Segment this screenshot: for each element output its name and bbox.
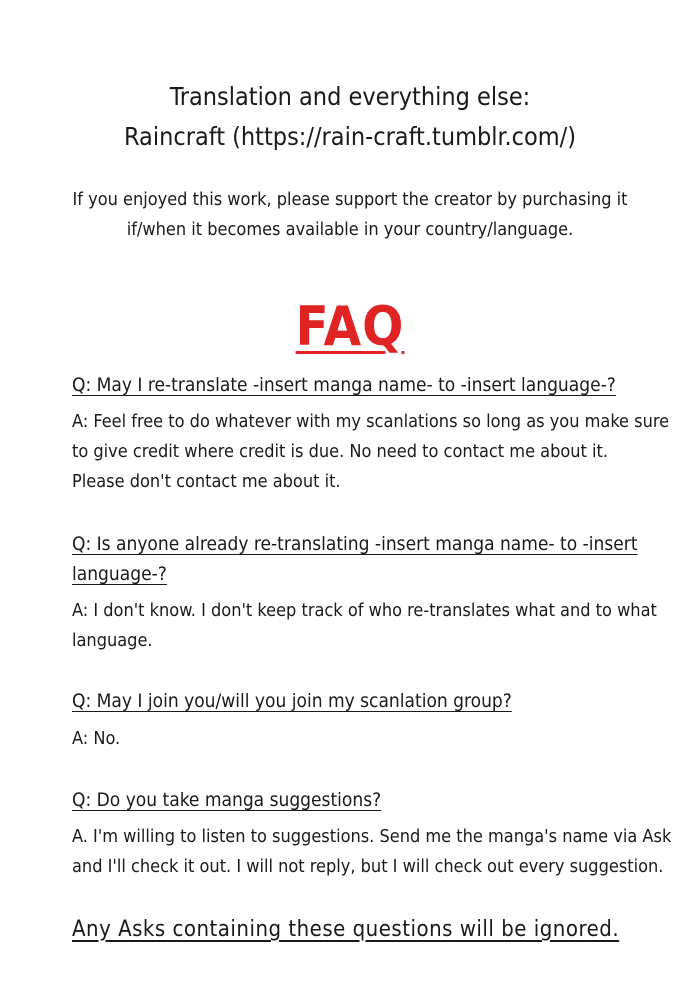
faq-answer-1-line-1: A: Feel free to do whatever with my scanlations so long as you make sure [72, 411, 670, 432]
faq-closing-note: Any Asks containing these questions will be ignored. [72, 917, 620, 942]
faq-answer-2-line-2: language. [72, 630, 153, 651]
faq-answer-1-line-3: Please don't contact me about it. [72, 471, 341, 492]
credits-title: Translation and everything else: [169, 82, 531, 111]
faq-question-1: Q: May I re-translate -insert manga name- to -insert language-? [72, 374, 616, 396]
credits-translator: Raincraft (https://rain-craft.tumblr.com/) [123, 122, 577, 151]
faq-question-3: Q: May I join you/will you join my scanlation group? [72, 690, 512, 712]
faq-question-4: Q: Do you take manga suggestions? [72, 789, 382, 811]
support-line-2: if/when it becomes available in your country/language. [126, 219, 574, 240]
faq-question-2-line-1: Q: Is anyone already re-translating -insert manga name- to -insert [72, 533, 638, 555]
faq-answer-4-line-1: A. I'm willing to listen to suggestions. Send me the manga's name via Ask [72, 826, 672, 847]
faq-answer-2-line-1: A: I don't know. I don't keep track of who re-translates what and to what [72, 600, 657, 621]
faq-heading: FAQ [295, 295, 405, 358]
faq-answer-4-line-2: and I'll check it out. I will not reply, but I will check out every suggestion. [72, 856, 664, 877]
support-line-1: If you enjoyed this work, please support the creator by purchasing it [72, 189, 628, 210]
faq-answer-3: A: No. [72, 728, 121, 749]
faq-question-2-line-2: language-? [72, 563, 167, 585]
faq-answer-1-line-2: to give credit where credit is due. No need to contact me about it. [72, 441, 609, 462]
